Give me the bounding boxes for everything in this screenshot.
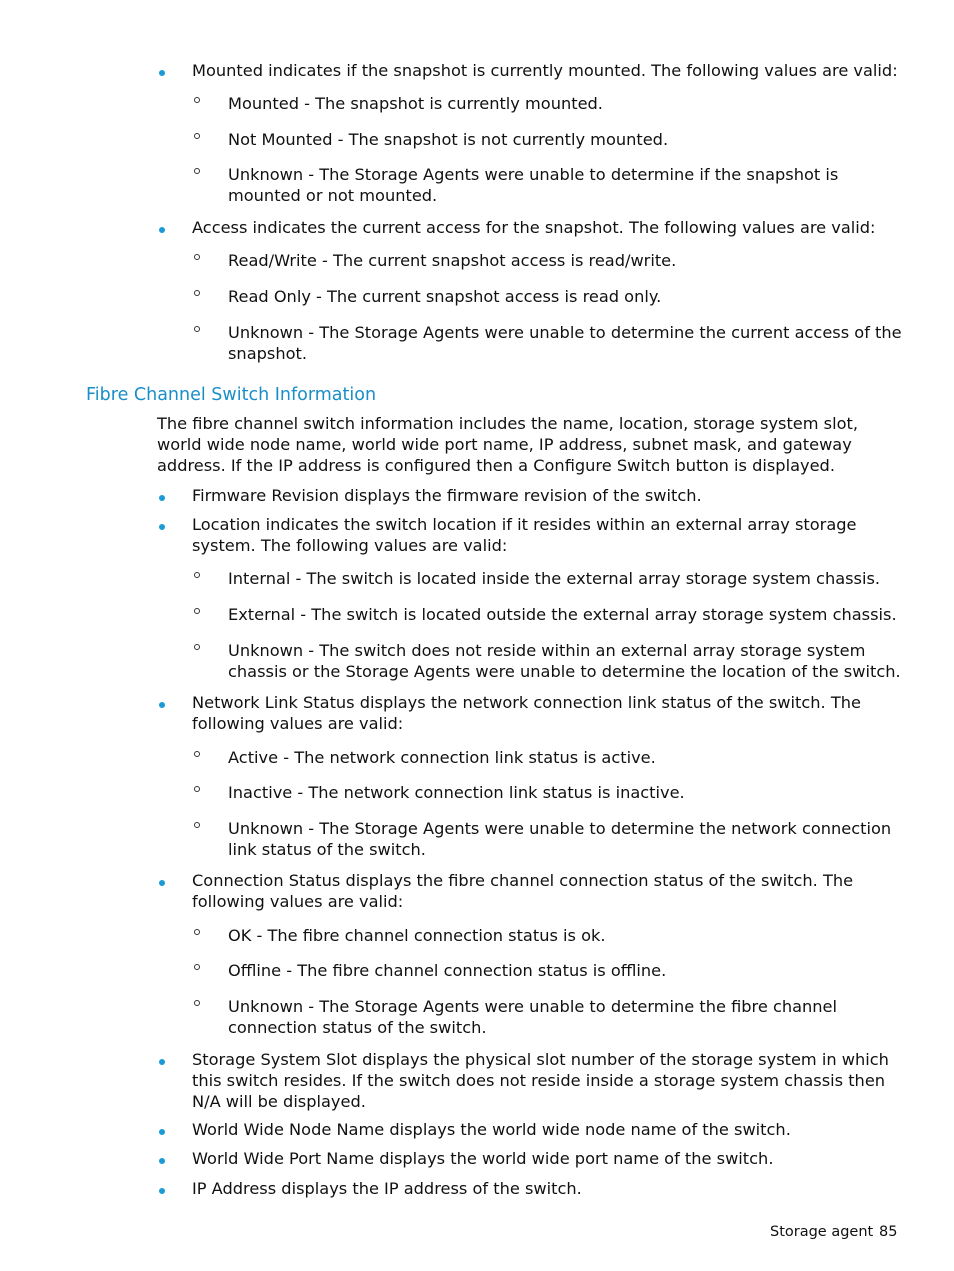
location-value-unknown: Unknown - The switch does not reside within an external array storage system chassis or the Storage Agents were unable to determine the location of the switch. <box>228 641 901 681</box>
sub-bullet-icon <box>194 929 200 935</box>
footer-label: Storage agent <box>770 1224 874 1240</box>
sub-bullet-icon <box>194 786 200 792</box>
intro-paragraph: The fibre channel switch information includes the name, location, storage system slot, world wide node name, world wide port name, IP address, subnet mask, and gateway address. If the IP address is configured then a Configure Switch button is displayed. <box>157 414 859 475</box>
sub-bullet-icon <box>194 608 200 614</box>
bullet-icon <box>159 70 165 76</box>
bullet-icon <box>159 495 165 501</box>
connection-value-unknown: Unknown - The Storage Agents were unable to determine the fibre channel connection status of the switch. <box>228 997 837 1037</box>
bullet-icon <box>159 1188 165 1194</box>
location-value-internal: Internal - The switch is located inside the external array storage system chassis. <box>228 569 881 588</box>
sub-bullet-icon <box>194 168 200 174</box>
connection-value-offline: Offline - The fibre channel connection status is offline. <box>228 961 667 980</box>
sub-bullet-icon <box>194 964 200 970</box>
bullet-icon <box>159 1158 165 1164</box>
bullet-icon <box>159 1129 165 1135</box>
mounted-value-mounted: Mounted - The snapshot is currently mounted. <box>228 94 603 113</box>
sub-bullet-icon <box>194 822 200 828</box>
sub-bullet-icon <box>194 644 200 650</box>
network-value-unknown: Unknown - The Storage Agents were unable to determine the network connection link status of the switch. <box>228 819 892 859</box>
sub-bullet-icon <box>194 133 200 139</box>
access-value-read-write: Read/Write - The current snapshot access is read/write. <box>228 251 677 270</box>
bullet-icon <box>159 702 165 708</box>
access-value-unknown: Unknown - The Storage Agents were unable to determine the current access of the snapshot. <box>228 323 902 363</box>
sub-bullet-icon <box>194 290 200 296</box>
wwnn-item: World Wide Node Name displays the world wide node name of the switch. <box>192 1120 791 1139</box>
sub-bullet-icon <box>194 572 200 578</box>
location-value-external: External - The switch is located outside the external array storage system chassis. <box>228 605 897 624</box>
connection-value-ok: OK - The fibre channel connection status is ok. <box>228 926 606 945</box>
sub-bullet-icon <box>194 326 200 332</box>
access-value-read-only: Read Only - The current snapshot access is read only. <box>228 287 662 306</box>
slot-item: Storage System Slot displays the physical slot number of the storage system in which this switch resides. If the switch does not reside inside a storage system chassis then N/A will be displayed. <box>192 1050 889 1111</box>
sub-bullet-icon <box>194 751 200 757</box>
access-item: Access indicates the current access for the snapshot. The following values are valid: <box>192 218 876 237</box>
section-heading: Fibre Channel Switch Information <box>86 385 377 405</box>
wwpn-item: World Wide Port Name displays the world wide port name of the switch. <box>192 1149 774 1168</box>
mounted-item: Mounted indicates if the snapshot is currently mounted. The following values are valid: <box>192 61 898 80</box>
mounted-value-unknown: Unknown - The Storage Agents were unable to determine if the snapshot is mounted or not mounted. <box>228 165 839 205</box>
mounted-value-not-mounted: Not Mounted - The snapshot is not currently mounted. <box>228 130 669 149</box>
bullet-icon <box>159 1059 165 1065</box>
connection-item: Connection Status displays the fibre channel connection status of the switch. The following values are valid: <box>192 871 854 911</box>
bullet-icon <box>159 524 165 530</box>
sub-bullet-icon <box>194 97 200 103</box>
bullet-icon <box>159 880 165 886</box>
sub-bullet-icon <box>194 1000 200 1006</box>
network-value-active: Active - The network connection link status is active. <box>228 748 656 767</box>
network-value-inactive: Inactive - The network connection link status is inactive. <box>228 783 685 802</box>
sub-bullet-icon <box>194 254 200 260</box>
page-number: 85 <box>879 1224 898 1240</box>
network-item: Network Link Status displays the network connection link status of the switch. The following values are valid: <box>192 693 861 733</box>
location-item: Location indicates the switch location if it resides within an external array storage system. The following values are valid: <box>192 515 857 555</box>
firmware-item: Firmware Revision displays the firmware revision of the switch. <box>192 486 702 505</box>
bullet-icon <box>159 227 165 233</box>
ip-item: IP Address displays the IP address of the switch. <box>192 1179 582 1198</box>
